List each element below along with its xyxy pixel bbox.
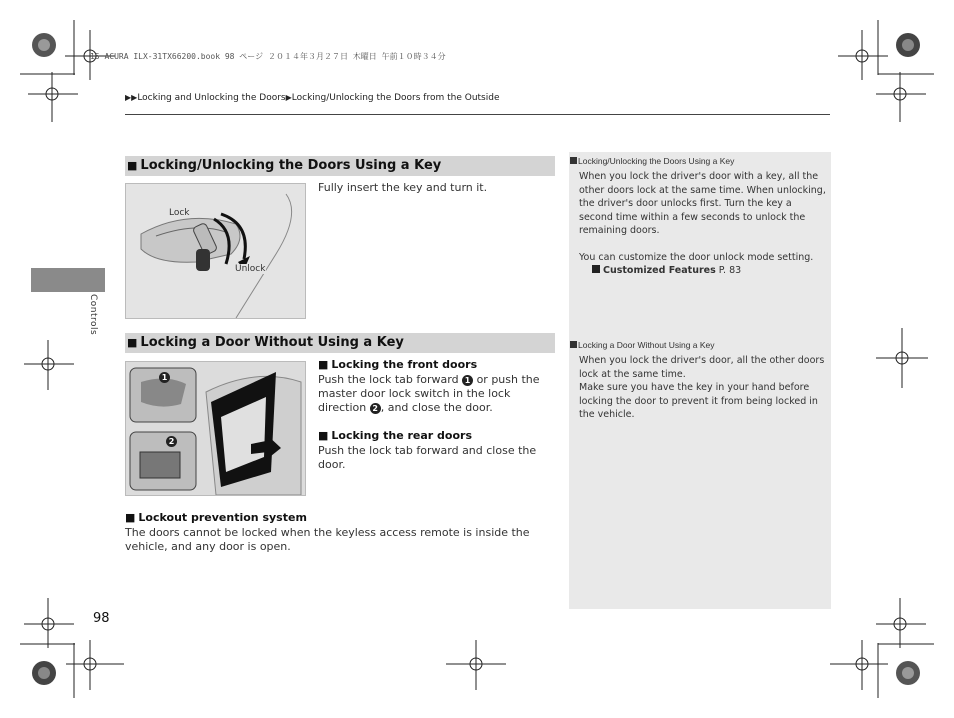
customized-features-link[interactable]: Customized Features P. 83 bbox=[592, 264, 826, 278]
unlock-label: Unlock bbox=[235, 264, 266, 274]
key-instruction: Fully insert the key and turn it. bbox=[318, 181, 488, 194]
chapter-label: Controls bbox=[88, 294, 98, 336]
section-title: Locking a Door Without Using a Key bbox=[140, 335, 404, 350]
note-title: Locking a Door Without Using a Key bbox=[570, 340, 826, 350]
callout-1: 1 bbox=[159, 372, 170, 383]
lock-label: Lock bbox=[169, 208, 190, 218]
door-handle-key-drawing bbox=[126, 184, 305, 318]
lockout-heading: ■ Lockout prevention system bbox=[125, 511, 307, 524]
breadcrumb bbox=[125, 93, 500, 103]
lockout-text: The doors cannot be locked when the keyless access remote is inside the vehicle, and any door is open. bbox=[125, 526, 530, 553]
rear-doors-text: Push the lock tab forward and close the door. bbox=[318, 444, 537, 471]
note-no-key bbox=[570, 340, 826, 422]
breadcrumb-part2: Locking/Unlocking the Doors from the Outside bbox=[291, 93, 500, 103]
breadcrumb-part1: Locking and Unlocking the Doors bbox=[137, 93, 286, 103]
rear-doors-block bbox=[318, 429, 558, 472]
breadcrumb-separator: ▶ bbox=[285, 93, 292, 102]
note-paragraph: When you lock the driver's door, all the other doors lock at the same time. bbox=[579, 355, 825, 380]
note-paragraph: You can customize the door unlock mode setting. bbox=[579, 251, 814, 263]
door-interior-drawing bbox=[126, 362, 305, 495]
front-doors-text: Push the lock tab forward 1 or push the master door lock switch in the lock direction 2 , and close the door. bbox=[318, 373, 540, 414]
note-key bbox=[570, 156, 826, 278]
callout-2: 2 bbox=[166, 436, 177, 447]
section-title: Locking/Unlocking the Doors Using a Key bbox=[140, 158, 442, 173]
rear-doors-heading: ■ Locking the rear doors bbox=[318, 429, 473, 442]
door-lock-illustration bbox=[125, 361, 306, 496]
section-heading-key bbox=[125, 156, 555, 176]
header-rule bbox=[125, 114, 830, 115]
note-paragraph: When you lock the driver's door with a key, all the other doors lock at the same time. When unlocking, the driver's door unlocks first. Turn the key a second time within a few seconds to unlock the remaining doors. bbox=[579, 171, 826, 236]
section-marker: ■ bbox=[127, 336, 138, 349]
print-header: 15 ACURA ILX-31TX66200.book 98 ページ ２０１４年３月２７日 木曜日 午前１０時３４分 bbox=[90, 52, 446, 61]
note-paragraph: Make sure you have the key in your hand before locking the door to prevent it from being locked in the vehicle. bbox=[579, 382, 818, 420]
num-2-icon: 2 bbox=[370, 403, 381, 414]
page-number: 98 bbox=[93, 611, 110, 626]
section-marker: ■ bbox=[127, 159, 138, 172]
breadcrumb-arrows: ▶▶ bbox=[125, 93, 138, 102]
section-heading-no-key bbox=[125, 333, 555, 353]
lockout-block bbox=[125, 511, 555, 554]
link-arrow-icon bbox=[592, 265, 600, 273]
key-lock-illustration bbox=[125, 183, 306, 319]
chapter-tab bbox=[31, 268, 105, 292]
note-title: Locking/Unlocking the Doors Using a Key bbox=[570, 156, 826, 166]
front-doors-block bbox=[318, 358, 558, 415]
front-doors-heading: ■ Locking the front doors bbox=[318, 358, 478, 371]
num-1-icon: 1 bbox=[462, 375, 473, 386]
